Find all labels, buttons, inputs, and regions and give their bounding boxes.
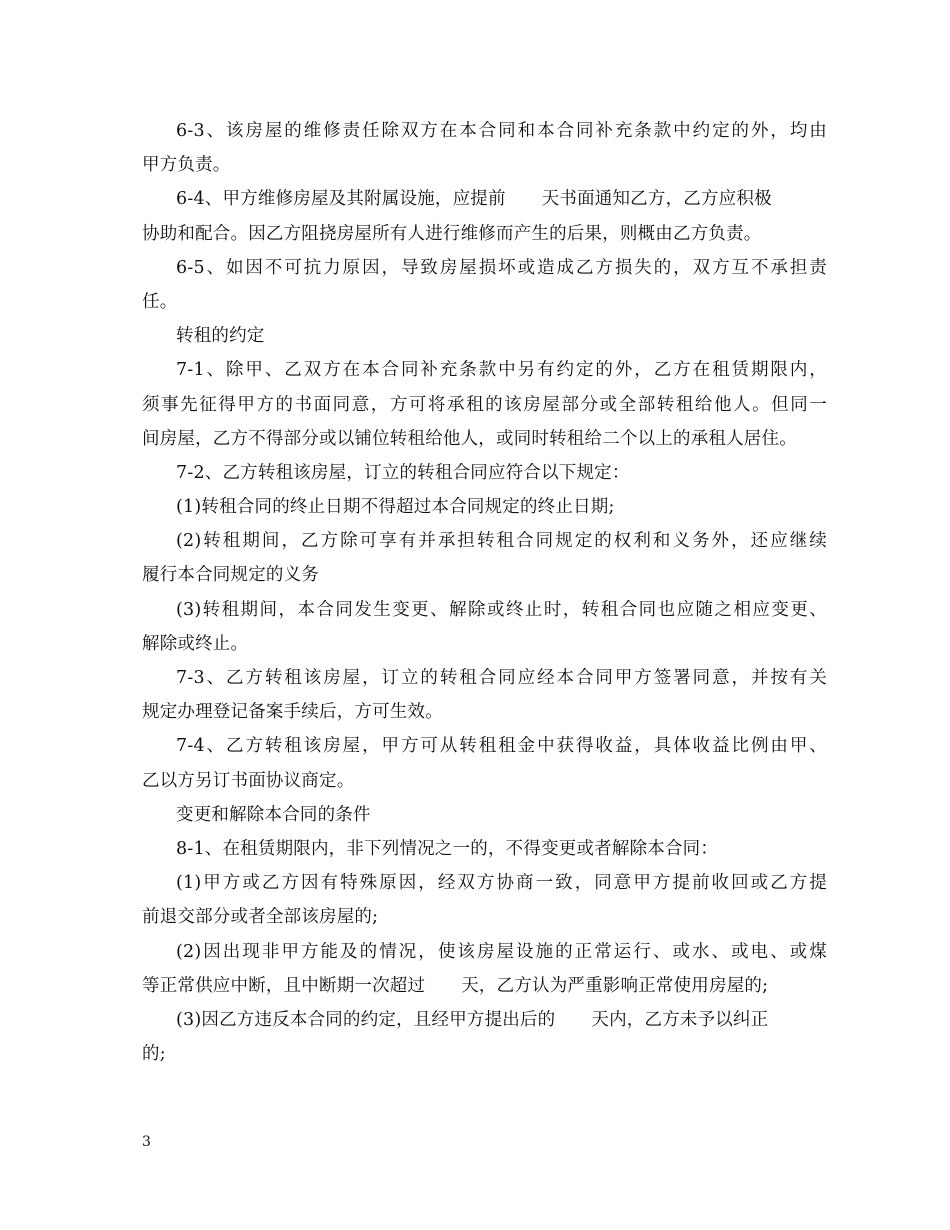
- text-line: (2)因出现非甲方能及的情况，使该房屋设施的正常运行、或水、或电、或煤: [176, 941, 827, 962]
- text-line: (1)甲方或乙方因有特殊原因，经双方协商一致，同意甲方提前收回或乙方提: [176, 873, 827, 894]
- text-line: 前退交部分或者全部该房屋的;: [142, 907, 379, 928]
- text-line: 须事先征得甲方的书面同意，方可将承租的该房屋部分或全部转租给他人。但同一: [142, 394, 827, 415]
- text-segment: 等正常供应中断，且中断期一次超过: [142, 975, 426, 996]
- text-line: 7-2、乙方转租该房屋，订立的转租合同应符合以下规定：: [176, 462, 630, 483]
- text-line: 间房屋，乙方不得部分或以铺位转租给他人，或同时转租给二个以上的承租人居住。: [142, 428, 797, 449]
- text-line: [142, 969, 827, 1003]
- text-line: (1)转租合同的终止日期不得超过本合同规定的终止日期;: [176, 497, 615, 518]
- section-heading: 变更和解除本合同的条件: [176, 804, 371, 825]
- text-segment: 天，乙方认为严重影响正常使用房屋的;: [461, 975, 769, 996]
- text-line: 解除或终止。: [142, 633, 249, 654]
- text-line: 履行本合同规定的义务: [142, 565, 319, 586]
- text-line: (2)转租期间，乙方除可享有并承担转租合同规定的权利和义务外，还应继续: [176, 531, 827, 552]
- text-segment: (3)因乙方违反本合同的约定，且经甲方提出后的: [176, 1009, 556, 1030]
- text-line: 6-5、如因不可抗力原因，导致房屋损坏或造成乙方损失的，双方互不承担责: [176, 257, 827, 278]
- text-line: [142, 1003, 827, 1037]
- text-line: 任。: [142, 291, 178, 312]
- page-number: 3: [142, 1134, 151, 1150]
- text-line: 协助和配合。因乙方阻挠房屋所有人进行维修而产生的后果，则概由乙方负责。: [142, 223, 762, 244]
- text-line: 7-1、除甲、乙双方在本合同补充条款中另有约定的外，乙方在租赁期限内，: [176, 360, 827, 381]
- text-line: 规定办理登记备案手续后，方可生效。: [142, 702, 443, 723]
- text-line: 乙以方另订书面协议商定。: [142, 770, 355, 791]
- document-body: [142, 114, 827, 1071]
- text-line: 的;: [142, 1044, 166, 1065]
- text-segment: 6-4、甲方维修房屋及其附属设施，应提前: [176, 189, 506, 210]
- text-line: 7-3、乙方转租该房屋，订立的转租合同应经本合同甲方签署同意，并按有关: [176, 668, 827, 688]
- text-line: 甲方负责。: [142, 155, 231, 176]
- text-line: (3)转租期间，本合同发生变更、解除或终止时，转租合同也应随之相应变更、: [176, 599, 827, 620]
- text-line: 8-1、在租赁期限内，非下列情况之一的，不得变更或者解除本合同：: [176, 838, 719, 859]
- text-segment: 天内，乙方未予以纠正: [591, 1009, 769, 1030]
- text-line: 6-3、该房屋的维修责任除双方在本合同和本合同补充条款中约定的外，均由: [176, 121, 827, 141]
- section-heading: 转租的约定: [176, 326, 265, 347]
- text-line: [142, 182, 827, 216]
- text-line: 7-4、乙方转租该房屋，甲方可从转租租金中获得收益，具体收益比例由甲、: [176, 736, 827, 757]
- text-segment: 天书面通知乙方，乙方应积极: [541, 189, 772, 210]
